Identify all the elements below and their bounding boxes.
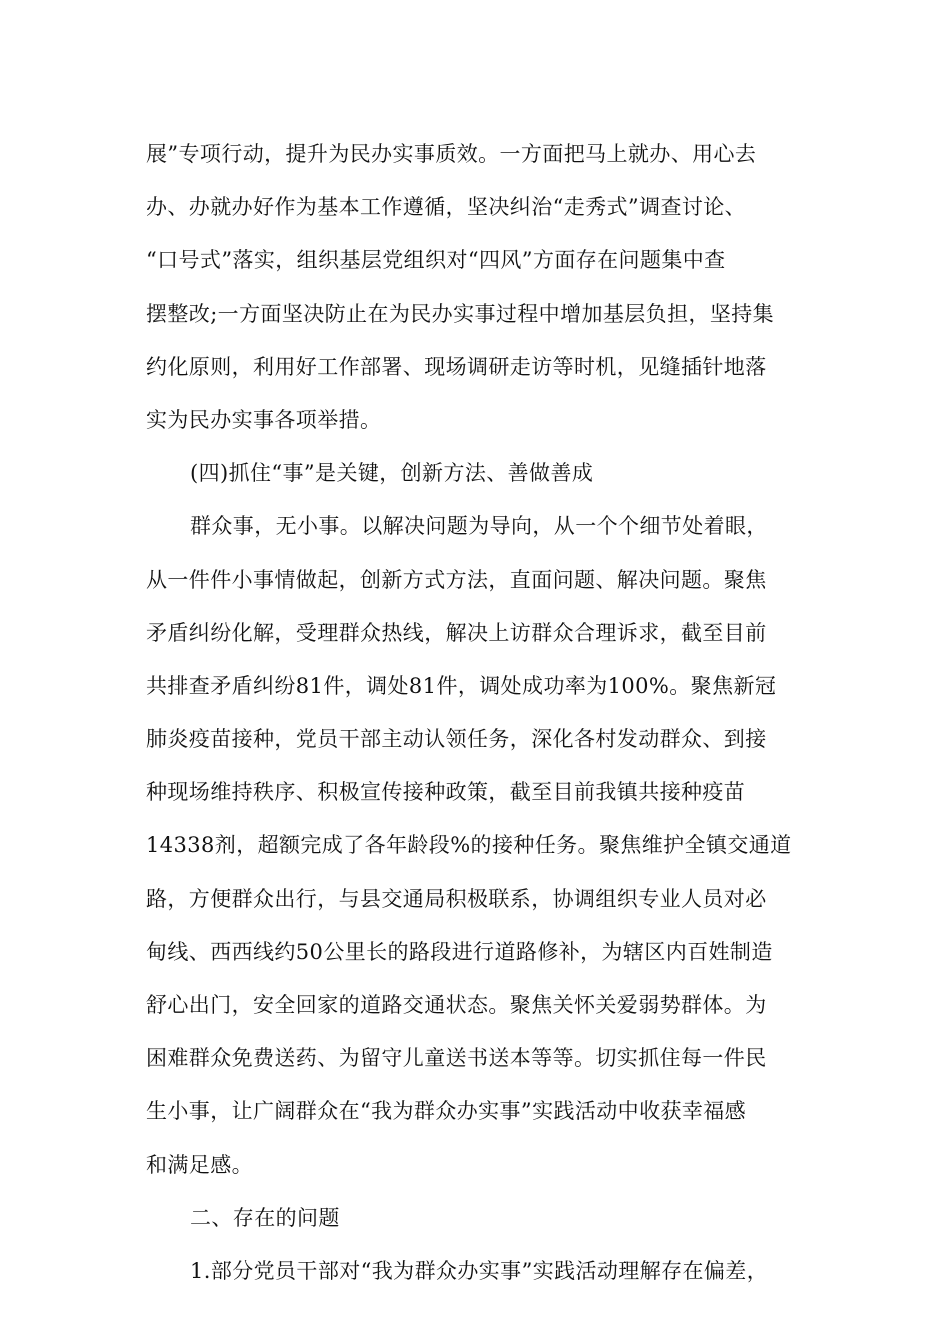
paragraph-line: 展”专项行动，提升为民办实事质效。一方面把马上就办、用心去	[146, 142, 757, 166]
paragraph-line: 14338剂，超额完成了各年龄段%的接种任务。聚焦维护全镇交通道	[146, 833, 792, 858]
paragraph-line: 生小事，让广阔群众在“我为群众办实事”实践活动中收获幸福感	[146, 1099, 747, 1124]
paragraph-line: 种现场维持秩序、积极宣传接种政策，截至目前我镇共接种疫苗	[146, 780, 746, 805]
paragraph-line: 矛盾纠纷化解，受理群众热线，解决上访群众合理诉求，截至目前	[146, 620, 767, 645]
paragraph-line: 群众事，无小事。以解决问题为导向，从一个个细节处着眼，	[190, 514, 768, 539]
paragraph-line: 困难群众免费送药、为留守儿童送书送本等等。切实抓住每一件民	[146, 1046, 767, 1071]
section-heading: 二、存在的问题	[190, 1205, 340, 1230]
paragraph-line: “口号式”落实，组织基层党组织对“四风”方面存在问题集中查	[146, 248, 726, 273]
paragraph-line: 肺炎疫苗接种，党员干部主动认领任务，深化各村发动群众、到接	[146, 727, 767, 752]
paragraph-line: 甸线、西西线约50公里长的路段进行道路修补，为辖区内百姓制造	[146, 939, 773, 964]
paragraph-line: 路，方便群众出行，与县交通局积极联系，协调组织专业人员对必	[146, 886, 767, 911]
paragraph-line: 1.部分党员干部对“我为群众办实事”实践活动理解存在偏差，	[190, 1258, 769, 1283]
paragraph-line: 从一件件小事情做起，创新方式方法，直面问题、解决问题。聚焦	[146, 567, 767, 592]
paragraph-line: 和满足感。	[146, 1152, 253, 1177]
section-heading: (四)抓住“事”是关键，创新方法、善做善成	[190, 461, 594, 486]
body-text	[146, 128, 836, 1298]
paragraph-line: 舒心出门，安全回家的道路交通状态。聚焦关怀关爱弱势群体。为	[146, 993, 767, 1017]
paragraph-line: 约化原则，利用好工作部署、现场调研走访等时机，见缝插针地落	[146, 354, 767, 379]
paragraph-line: 共排查矛盾纠纷81件，调处81件，调处成功率为100%。聚焦新冠	[146, 673, 777, 698]
paragraph-line: 摆整改;一方面坚决防止在为民办实事过程中增加基层负担，坚持集	[146, 301, 775, 326]
paragraph-line: 办、办就办好作为基本工作遵循，坚决纠治“走秀式”调查讨论、	[146, 195, 747, 220]
paragraph-line: 实为民办实事各项举措。	[146, 407, 382, 432]
